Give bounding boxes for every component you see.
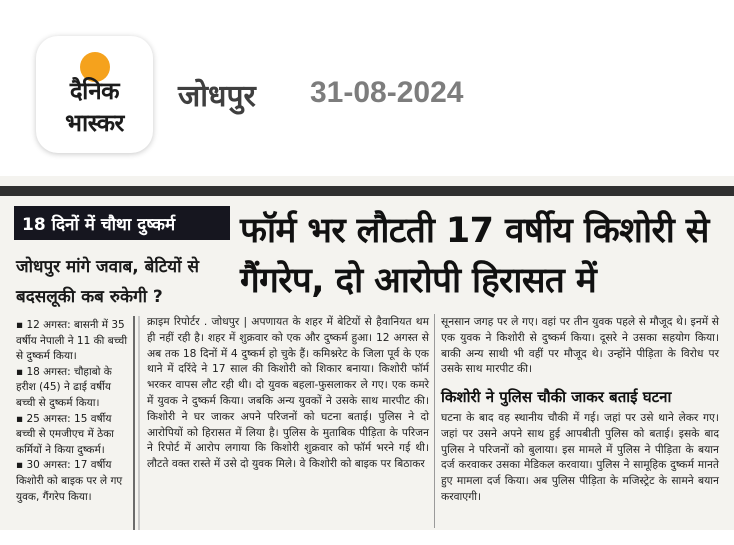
list-item: ▪ 30 अगस्त: 17 वर्षीय किशोरी को बाइक पर ले गए युवक, गैंगरेप किया। <box>16 459 123 503</box>
incident-list <box>16 318 128 505</box>
clipping-bottom-edge <box>0 530 734 545</box>
article-column-1: क्राइम रिपोर्टर . जोधपुर | अपणायत के शहर में बेटियों से हैवानियत थम ही नहीं रही है। शहर में शुक्रवार को एक और दुष्कर्म हुआ। 12 अगस्त से अब तक 18 दिनों में 4 दुष्कर्म हो चुके हैं। कमिश्नरेट के जिला पूर्व के एक थाने में दरिंदे ने 17 साल की किशोरी को शिकार बनाया। किशोरी फॉर्म भरकर वापस लौट रही थी। दो युवक बहला-फुसलाकर ले गए। एक कमरे में युवक ने दुष्कर्म किया। जबकि अन्य युवकों ने उसके साथ मारपीट की। किशोरी ने घर जाकर अपने परिजनों को घटना बताई। पुलिस ने दो आरोपियों को हिरासत में लिया है। पुलिस के मुताबिक पीड़िता के परिजन ने रिपोर्ट में आरोप लगाया कि किशोरी शुक्रवार को फॉर्म भरने गई थी। लौटते वक्त रास्ते में उसे दो युवक मिले। वे किशोरी को बाइक पर बिठाकर <box>147 315 429 471</box>
main-headline: फॉर्म भर लौटती 17 वर्षीय किशोरी से गैंगरेप, दो आरोपी हिरासत में <box>240 211 709 301</box>
sidebar-badge: 18 दिनों में चौथा दुष्कर्म <box>14 206 230 240</box>
list-item: ▪ 18 अगस्त: चौहाबो के हरीश (45) ने ढाई वर्षीय बच्ची से दुष्कर्म किया। <box>16 365 112 409</box>
dainik-bhaskar-logo <box>36 36 153 153</box>
column-divider <box>133 316 135 530</box>
list-item: ▪ 12 अगस्त: बासनी में 35 वर्षीय नेपाली ने 11 की बच्ची से दुष्कर्म किया। <box>16 319 128 363</box>
article-column-2-bottom: घटना के बाद वह स्थानीय चौकी में गई। जहां पर उसे थाने लेकर गए। जहां पर उसने अपने साथ हुई आपबीती पुलिस को बताई। इसके बाद पुलिस ने परिजनों को बुलाया। इस मामले में पुलिस ने पीड़िता के बयान दर्ज करवाकर उसका मेडिकल करवाया। पुलिस ने सामूहिक दुष्कर्म मानते हुए मामला दर्ज किया। अब पुलिस पीड़िता के मजिस्ट्रेट के सामने बयान करवाएगी। <box>441 411 719 503</box>
logo-line-1: दैनिक <box>69 77 120 105</box>
page-header <box>0 0 734 176</box>
clipping-top-edge <box>0 186 734 196</box>
city-name: जोधपुर <box>178 79 256 114</box>
edition-date: 31-08-2024 <box>310 76 464 109</box>
list-item: ▪ 25 अगस्त: 15 वर्षीय बच्ची से एमजीएच में ठेका कर्मियों ने किया दुष्कर्म। <box>16 412 115 456</box>
column-rule <box>434 314 435 528</box>
column-divider-shadow <box>138 316 140 530</box>
article-column-2-top: सूनसान जगह पर ले गए। वहां पर तीन युवक पहले से मौजूद थे। इनमें से एक युवक ने किशोरी से दुष्कर्म किया। दूसरे ने उसका सहयोग किया। बाकी अन्य साथी भी वहीं पर मौजूद थे। उन्होंने पीड़िता के विरोध पर उसके साथ मारपीट की। <box>441 315 719 376</box>
logo-line-2: भास्कर <box>65 109 124 137</box>
article-subhead: किशोरी ने पुलिस चौकी जाकर बताई घटना <box>441 388 672 406</box>
sidebar-headline: जोधपुर मांगे जवाब, बेटियों से बदसलूकी कब रुकेगी ? <box>16 257 199 307</box>
